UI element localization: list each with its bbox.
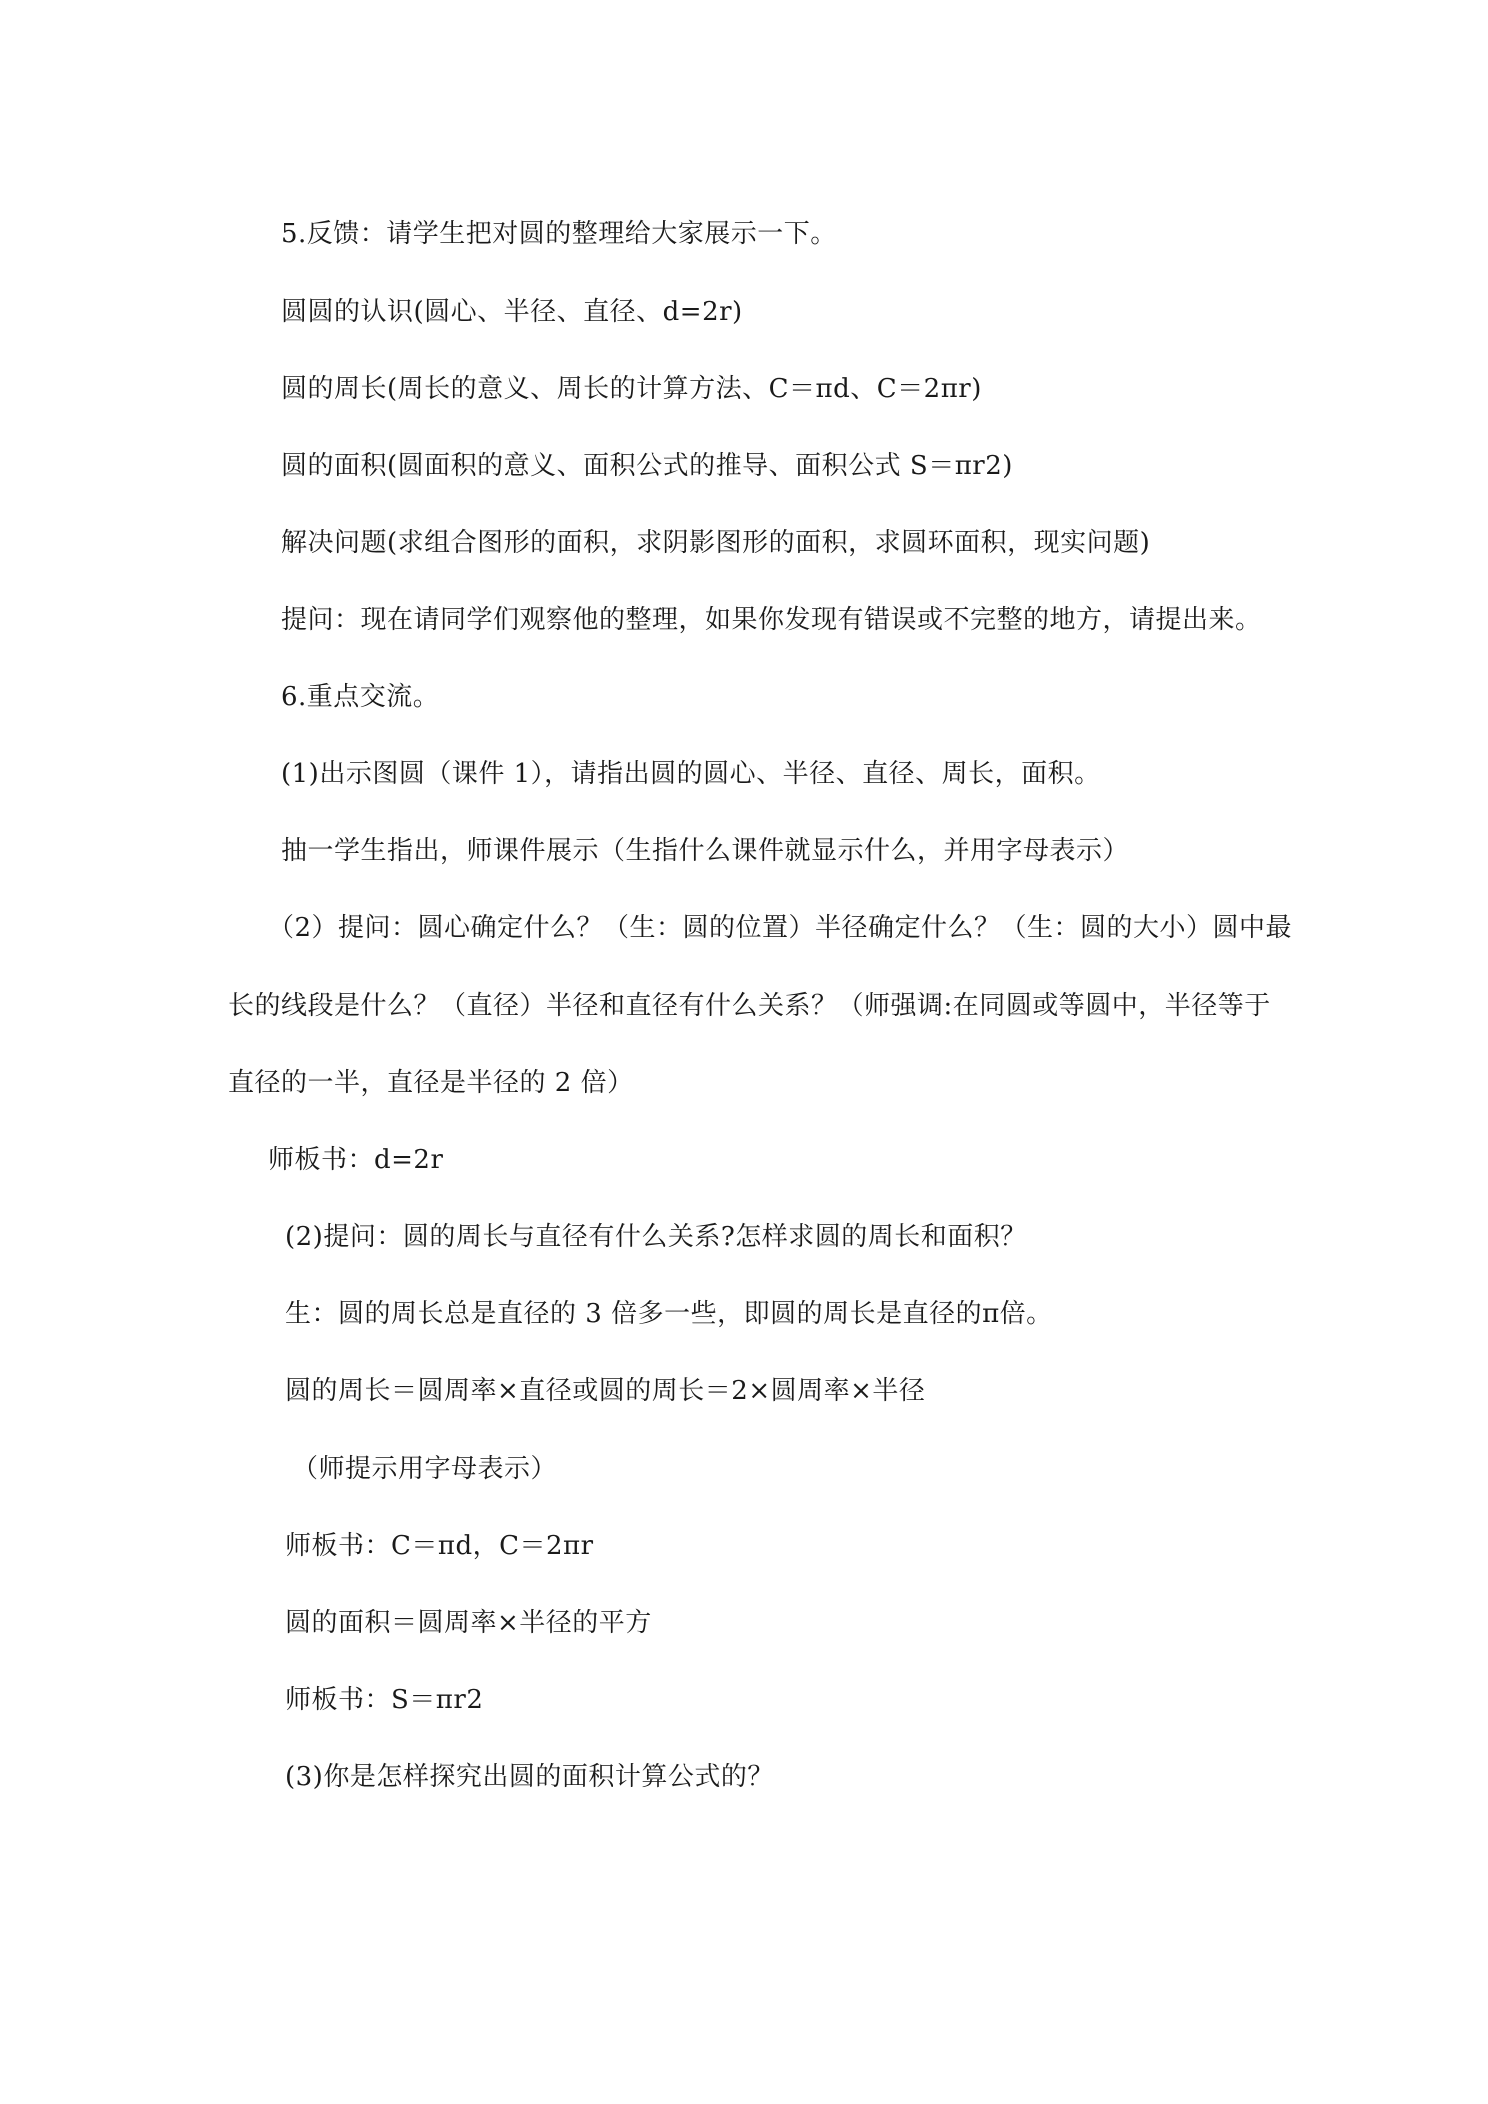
- paragraph-problem-solving: 解决问题(求组合图形的面积，求阴影图形的面积，求圆环面积，现实问题): [281, 528, 1151, 558]
- paragraph-feedback: 5.反馈：请学生把对圆的整理给大家展示一下。: [281, 219, 837, 249]
- paragraph-student-point: 抽一学生指出，师课件展示（生指什么课件就显示什么，并用字母表示）: [281, 836, 1130, 866]
- paragraph-teacher-hint: （师提示用字母表示）: [292, 1454, 558, 1484]
- heading-key-exchange: 6.重点交流。: [281, 682, 440, 712]
- paragraph-question-center-line3: 直径的一半，直径是半径的 2 倍）: [228, 1068, 634, 1098]
- paragraph-student-answer: 生：圆的周长总是直径的 3 倍多一些，即圆的周长是直径的π倍。: [285, 1299, 1053, 1329]
- paragraph-show-circle: (1)出示图圆（课件 1），请指出圆的圆心、半径、直径、周长，面积。: [281, 759, 1101, 789]
- paragraph-question-area-derivation: (3)你是怎样探究出圆的面积计算公式的？: [285, 1762, 774, 1792]
- paragraph-circle-area: 圆的面积(圆面积的意义、面积公式的推导、面积公式 S＝πr2): [281, 451, 1013, 481]
- paragraph-area-formula-words: 圆的面积＝圆周率×半径的平方: [285, 1608, 652, 1638]
- paragraph-circle-recognition: 圆圆的认识(圆心、半径、直径、d=2r): [281, 297, 743, 327]
- paragraph-question-circumference: (2)提问：圆的周长与直径有什么关系?怎样求圆的周长和面积？: [285, 1222, 1027, 1252]
- board-note-circumference: 师板书：C＝πd，C＝2πr: [285, 1531, 594, 1561]
- paragraph-question-observe: 提问：现在请同学们观察他的整理，如果你发现有错误或不完整的地方，请提出来。: [281, 605, 1262, 635]
- paragraph-question-center-line1: （2）提问：圆心确定什么？（生：圆的位置）半径确定什么？（生：圆的大小）圆中最: [268, 913, 1293, 943]
- paragraph-circle-circumference: 圆的周长(周长的意义、周长的计算方法、C＝πd、C＝2πr): [281, 374, 982, 404]
- board-note-area: 师板书：S＝πr2: [285, 1685, 484, 1715]
- paragraph-question-center-line2: 长的线段是什么？（直径）半径和直径有什么关系？（师强调:在同圆或等圆中，半径等于: [228, 991, 1271, 1021]
- board-note-diameter: 师板书：d=2r: [268, 1145, 444, 1175]
- paragraph-circumference-formula-words: 圆的周长＝圆周率×直径或圆的周长＝2×圆周率×半径: [285, 1376, 926, 1406]
